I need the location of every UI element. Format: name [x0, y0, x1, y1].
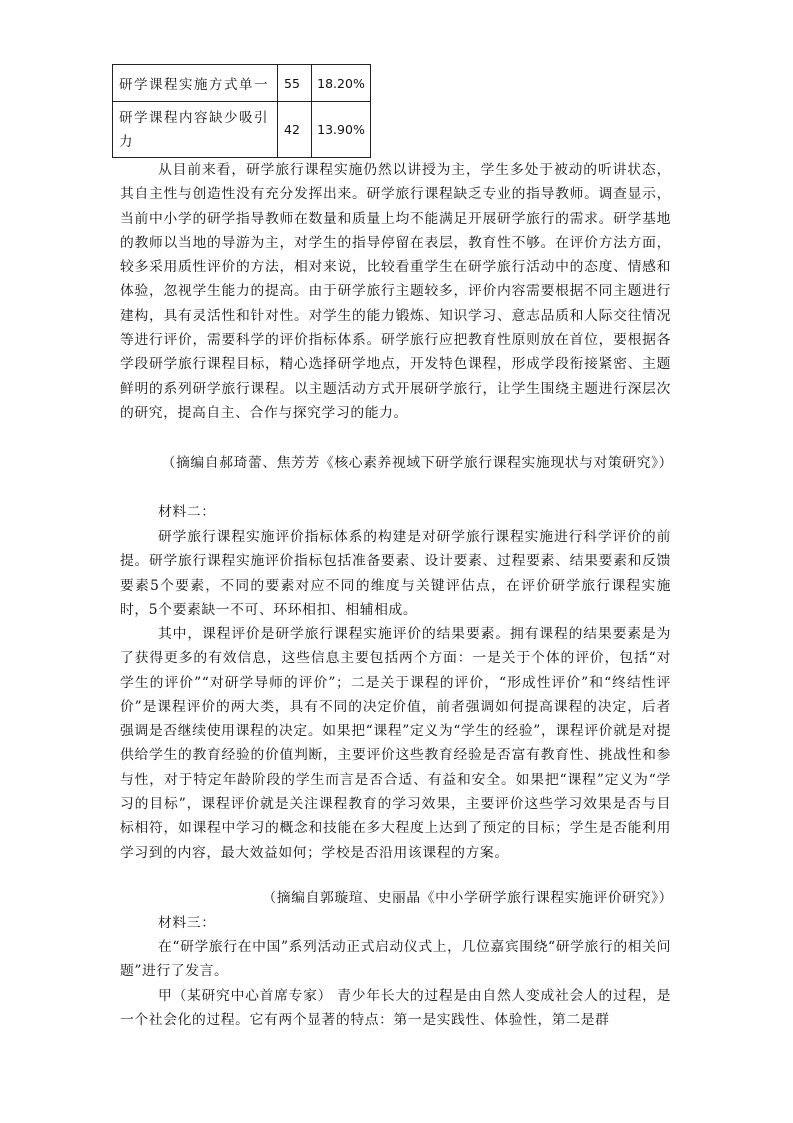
paragraph-speaker-a: 甲（某研究中心首席专家） 青少年长大的过程是由自然人变成社会人的过程，是一个社会化的过程。它有两个显著的特点：第一是实践性、体验性，第二是群: [120, 988, 671, 1029]
table-row: [113, 102, 371, 158]
table-cell-percent: 18.20%: [312, 65, 371, 102]
table-cell-count: 55: [278, 65, 312, 102]
citation-material-one: （摘编自郝琦蕾、焦芳芳《核心素养视域下研学旅行课程实施现状与对策研究》）: [161, 455, 673, 471]
table-cell-item: 研学课程内容缺少吸引力: [113, 102, 278, 158]
heading-material-two: 材料二：: [158, 504, 216, 520]
paragraph-ceremony: 在“研学旅行在中国”系列活动正式启动仪式上，几位嘉宾围绕“研学旅行的相关问题”进行了发言。: [120, 939, 671, 980]
survey-table: [112, 64, 371, 158]
paragraph-course-evaluation: 其中，课程评价是研学旅行课程实施评价的结果要素。拥有课程的结果要素是为了获得更多的有效信息，这些信息主要包括两个方面：一是关于个体的评价，包括“对学生的评价”“对研学导师的评价”；二是关于课程的评价，“形成性评价”和“终结性评价”是课程评价的两大类，具有不同的决定价值，前者强调如何提高课程的决定，后者强调是否继续使用课程的决定。如果把“课程”定义为“学生的经验”，课程评价就是对提供给学生的教育经验的价值判断，主要评价这些教育经验是否富有教育性、挑战性和参与性，对于特定年龄阶段的学生而言是否合适、有益和安全。如果把“课程”定义为“学习的目标”，课程评价就是关注课程教育的学习效果，主要评价这些学习效果是否与目标相符，如课程中学习的概念和技能在多大程度上达到了预定的目标；学生是否能利用学习到的内容，最大效益如何；学校是否沿用该课程的方案。: [120, 626, 671, 861]
heading-material-three: 材料三：: [158, 915, 216, 931]
paragraph-current-situation: 从目前来看，研学旅行课程实施仍然以讲授为主，学生多处于被动的听讲状态，其自主性与创造性没有充分发挥出来。研学旅行课程缺乏专业的指导教师。调查显示，当前中小学的研学指导教师在数量和质量上均不能满足开展研学旅行的需求。研学基地的教师以当地的导游为主，对学生的指导停留在表层，教育性不够。在评价方法方面，较多采用质性评价的方法，相对来说，比较看重学生在研学旅行活动中的态度、情感和体验，忽视学生能力的提高。由于研学旅行主题较多，评价内容需要根据不同主题进行建构，具有灵活性和针对性。对学生的能力锻炼、知识学习、意志品质和人际交往情况等进行评价，需要科学的评价指标体系。研学旅行应把教育性原则放在首位，要根据各学段研学旅行课程目标，精心选择研学地点，开发特色课程，形成学段衔接紧密、主题鲜明的系列研学旅行课程。以主题活动方式开展研学旅行，让学生围绕主题进行深层次的研究，提高自主、合作与探究学习的能力。: [120, 162, 671, 421]
paragraph-evaluation-system: 研学旅行课程实施评价指标体系的构建是对研学旅行课程实施进行科学评价的前提。研学旅行课程实施评价指标包括准备要素、设计要素、过程要素、结果要素和反馈要素5个要素，不同的要素对应不同的维度与关键评估点，在评价研学旅行课程实施时，5个要素缺一不可、环环相扣、相辅相成。: [120, 529, 671, 618]
table-cell-percent: 13.90%: [312, 102, 371, 158]
table-row: [113, 65, 371, 102]
table-cell-item: 研学课程实施方式单一: [113, 65, 278, 102]
table-cell-count: 42: [278, 102, 312, 158]
citation-material-two: （摘编自郭璇瑄、史丽晶《中小学研学旅行课程实施评价研究》）: [262, 890, 673, 906]
